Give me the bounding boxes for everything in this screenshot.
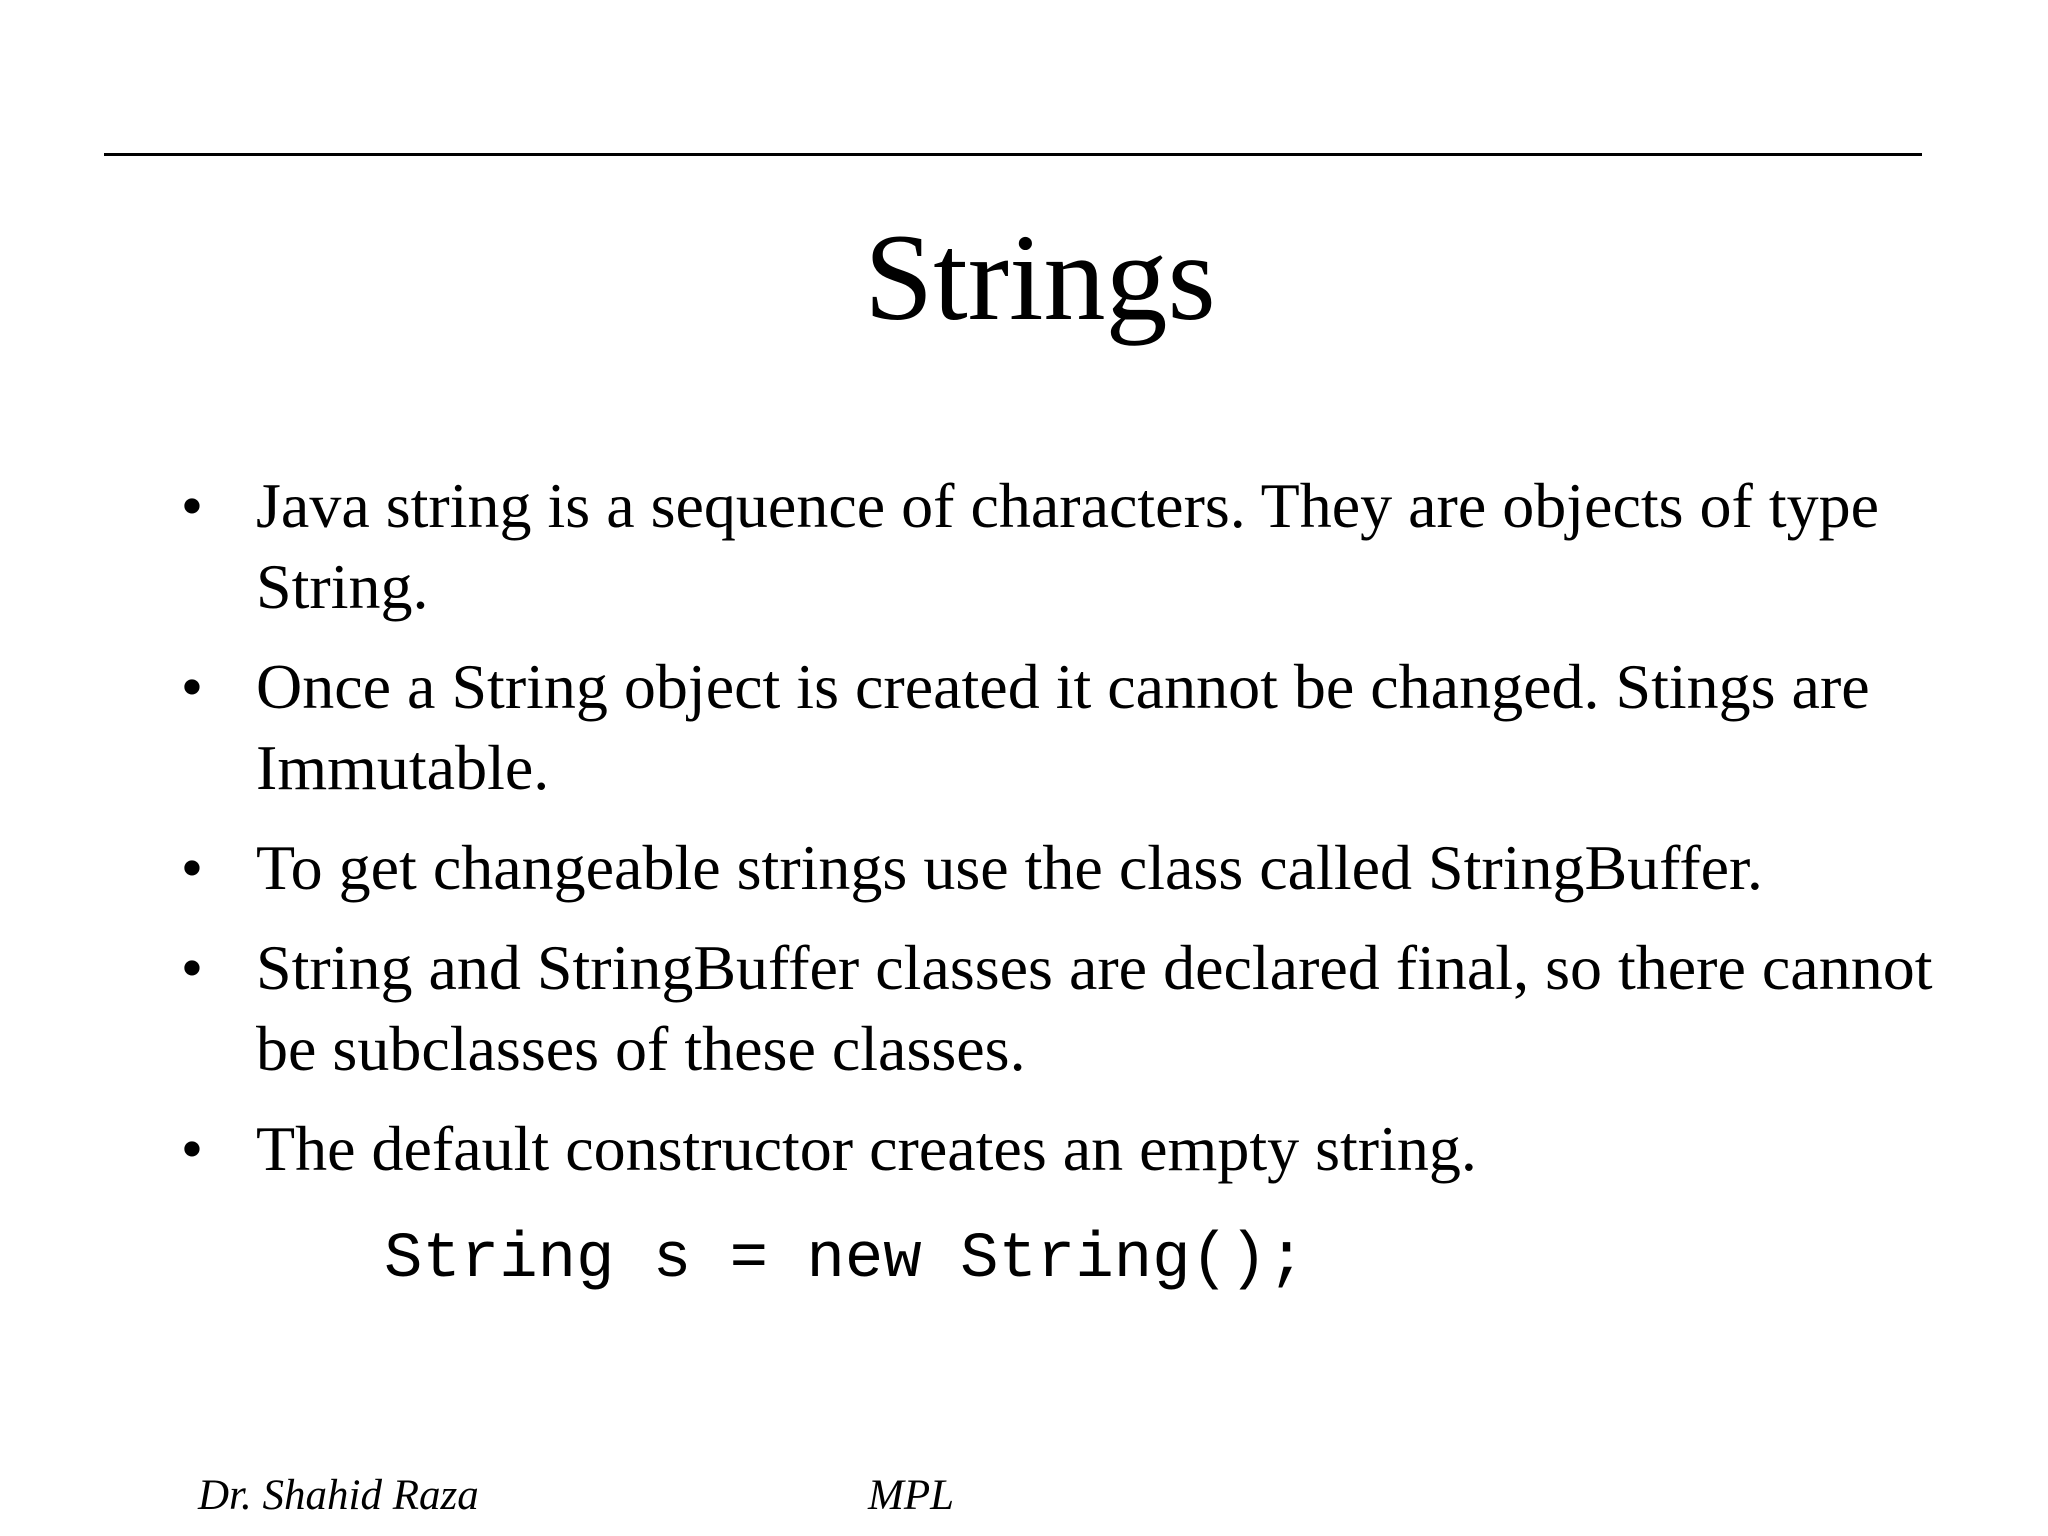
slide-title: Strings [864,209,1216,346]
code-example: String s = new String(); [384,1224,1306,1296]
bullet-item [172,927,2002,1089]
bullet-item [172,465,2002,627]
bullet-marker: • [180,651,204,722]
bullet-text: The default constructor creates an empty string. [256,1113,1477,1184]
top-divider [104,153,1922,156]
bullet-text: Java string is a sequence of characters. They are objects of type String. [256,470,1880,622]
bullet-marker: • [180,470,204,541]
bullet-item [172,827,2002,908]
bullet-item [172,1108,2002,1189]
bullet-list [172,465,2002,1208]
bullet-text: Once a String object is created it cannot be changed. Stings are Immutable. [256,651,1870,803]
bullet-text: To get changeable strings use the class called StringBuffer. [256,832,1763,903]
bullet-item [172,646,2002,808]
bullet-marker: • [180,932,204,1003]
footer-course: MPL [868,1472,954,1519]
bullet-text: String and StringBuffer classes are declared final, so there cannot be subclasses of these classes. [256,932,1933,1084]
footer-author: Dr. Shahid Raza [198,1472,479,1519]
bullet-marker: • [180,832,204,903]
bullet-marker: • [180,1113,204,1184]
